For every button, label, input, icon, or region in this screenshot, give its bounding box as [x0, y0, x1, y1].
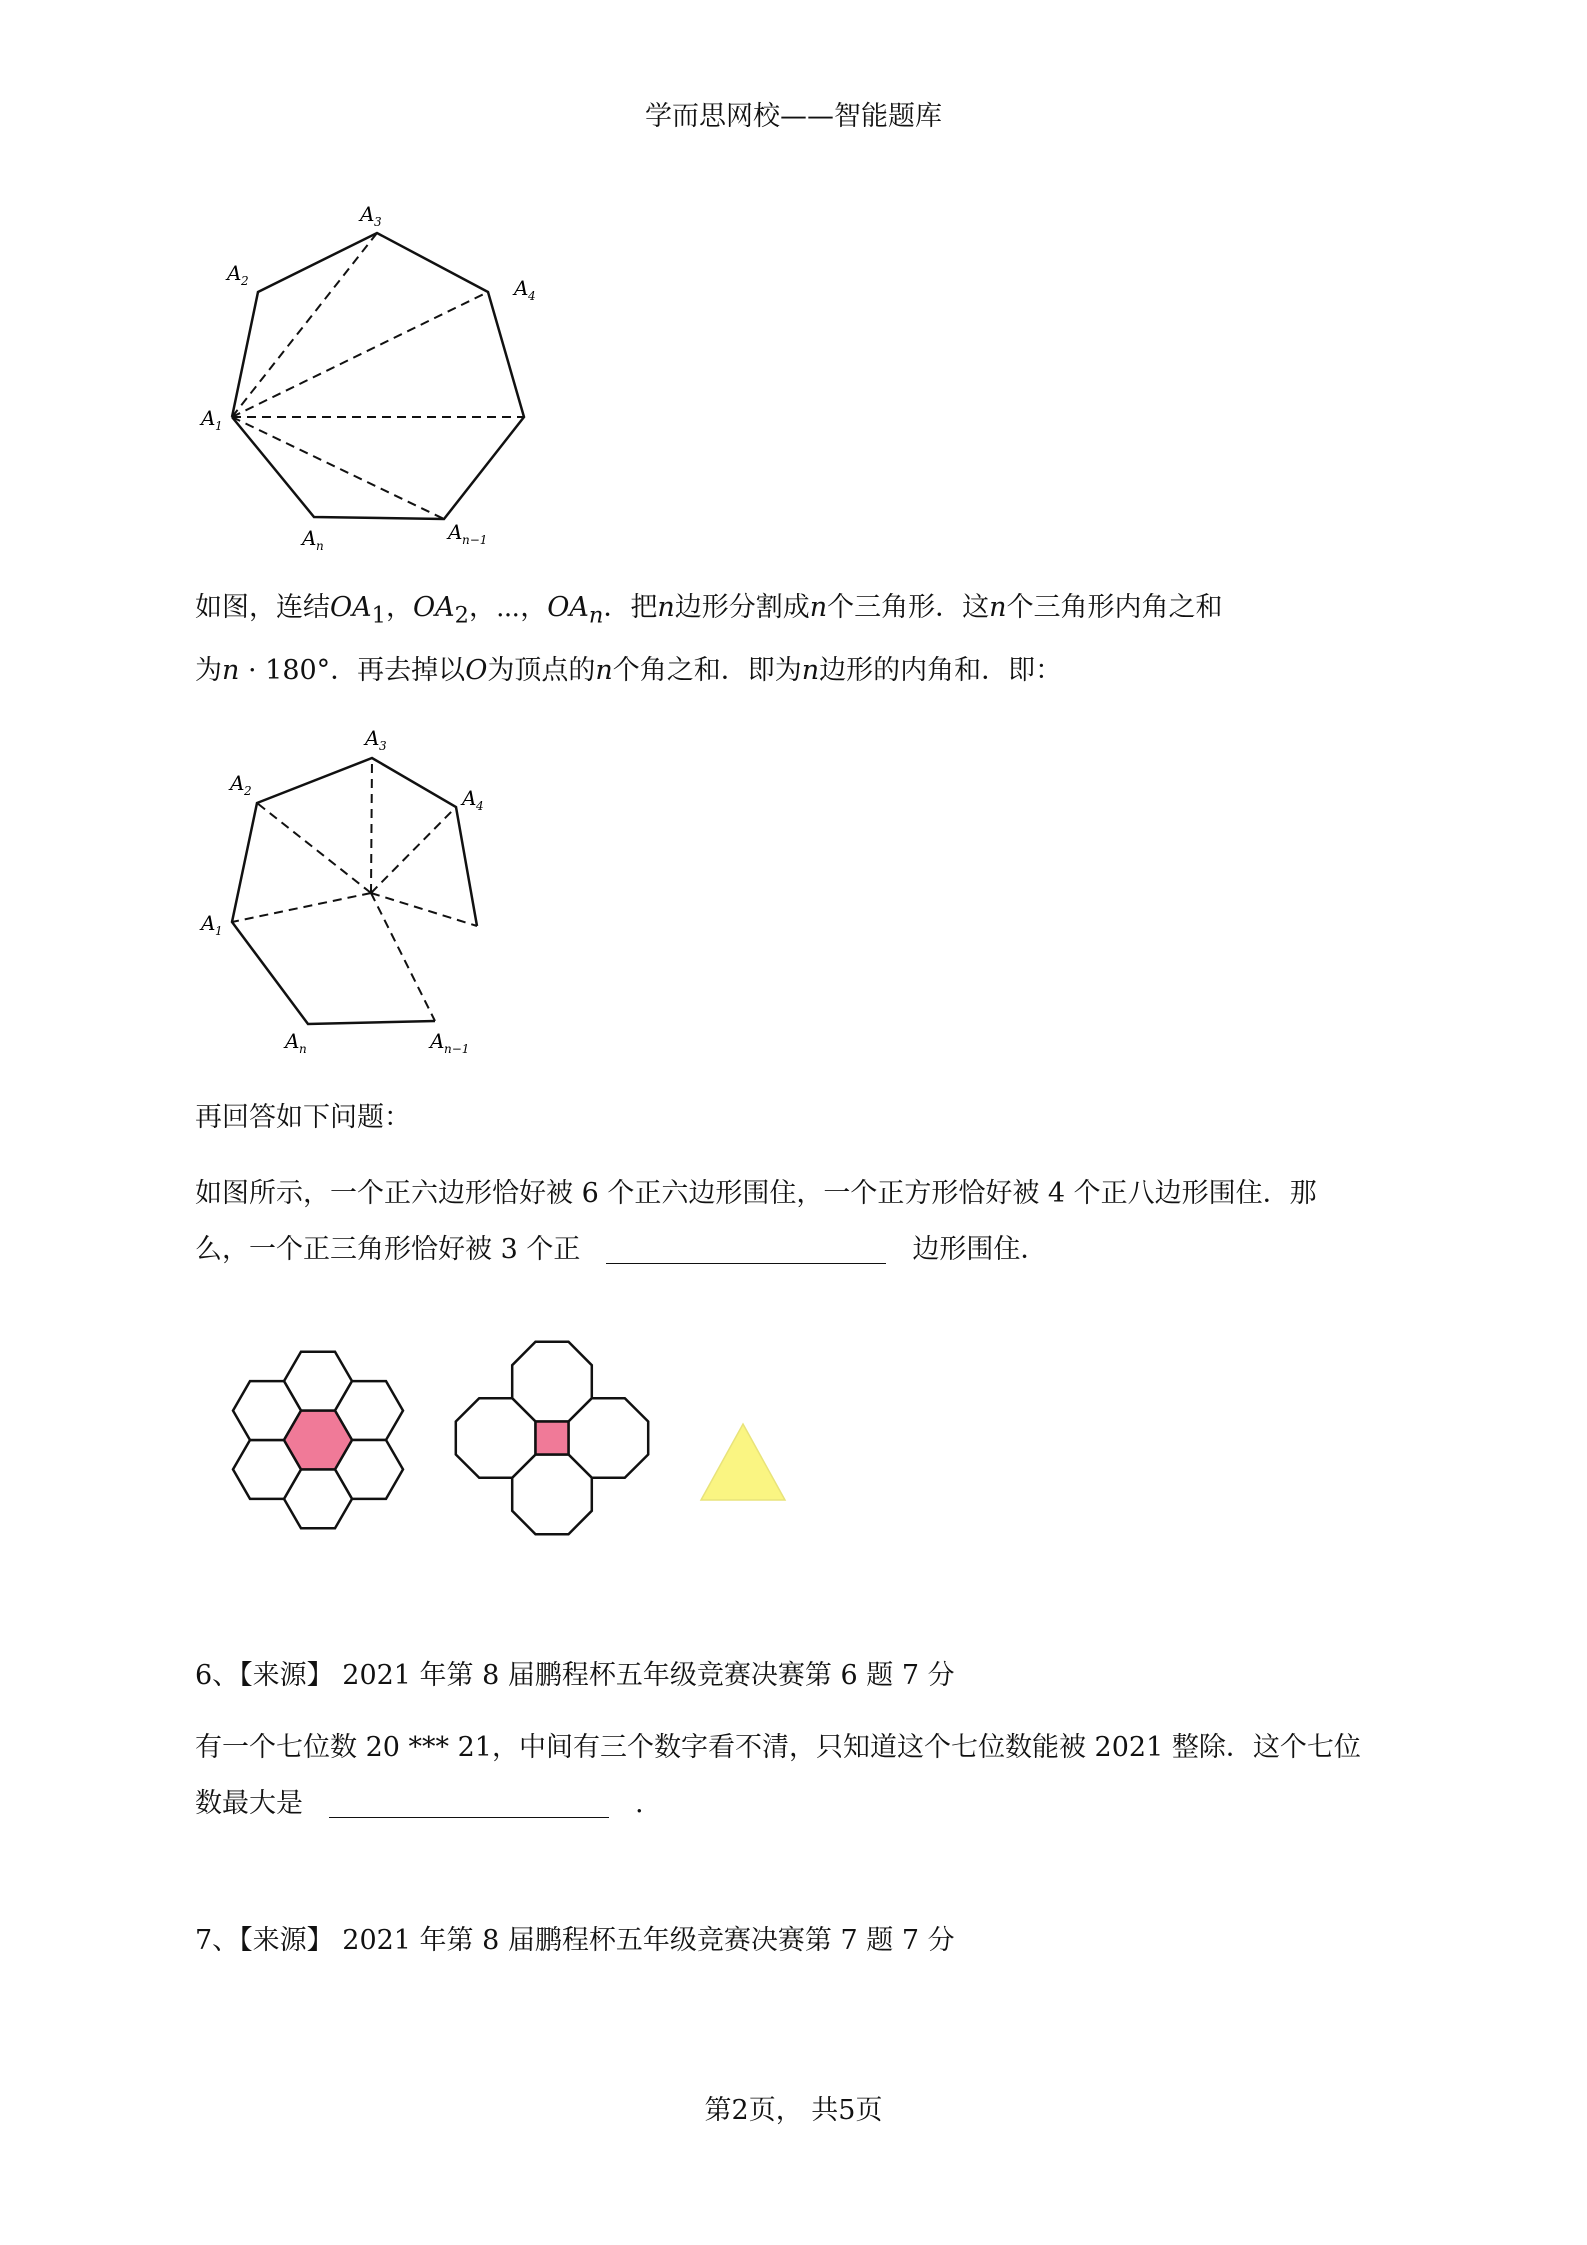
label-an1-letter: A [430, 1029, 445, 1053]
math-oa: OA [412, 592, 455, 623]
label-a1-letter: A [201, 406, 216, 430]
figure-tilings [200, 1320, 820, 1560]
q7-heading: 7、【来源】 2021 年第 8 届鹏程杯五年级竞赛决赛第 7 题 7 分 [195, 1925, 955, 1956]
explanation-paragraph [195, 580, 1425, 699]
explanation-line-1 [195, 580, 1425, 643]
q5-intro: 再回答如下问题： [195, 1102, 411, 1133]
octagon [456, 1398, 536, 1478]
q5-line-1: 如图所示，一个正六边形恰好被 6 个正六边形围住，一个正方形恰好被 4 个正八边形围住．那 [195, 1178, 1317, 1209]
segment-o-a4 [371, 807, 456, 893]
label-a4-sub: 4 [528, 289, 536, 303]
math-sub: n [588, 602, 604, 629]
math-n: n [989, 592, 1007, 623]
segment-o-an1 [371, 893, 435, 1021]
label-a1-sub: 1 [215, 419, 223, 433]
text: ，⋯， [468, 592, 548, 623]
math-180: · 180° [239, 655, 331, 687]
q6-answer-blank[interactable] [329, 1787, 609, 1818]
text: 边形分割成 [674, 592, 810, 623]
q6-heading: 6、【来源】 2021 年第 8 届鹏程杯五年级竞赛决赛第 6 题 7 分 [195, 1660, 955, 1691]
q5-answer-blank[interactable] [606, 1233, 886, 1264]
diagonal-an1 [232, 417, 444, 519]
label-an-letter: A [285, 1029, 300, 1053]
label-a2-letter: A [230, 771, 245, 795]
label-an-sub: n [316, 539, 324, 553]
segment-o-a1 [232, 893, 371, 922]
text: 个角之和．即为 [612, 655, 802, 687]
page-footer: 第2页， 共5页 [704, 2095, 883, 2126]
text: 为 [195, 655, 222, 687]
math-o: O [465, 655, 488, 687]
math-n: n [222, 655, 240, 687]
math-sub: 2 [454, 602, 469, 629]
math-oa: OA [547, 592, 589, 623]
text: 个三角形内角之和 [1006, 592, 1223, 623]
figure-polygon-center-point [190, 715, 520, 1070]
label-a4-sub: 4 [476, 799, 484, 813]
q5-line-2-text: 么，一个正三角形恰好被 3 个正 [195, 1234, 581, 1265]
q6-question [195, 1720, 1425, 1832]
label-a4-letter: A [514, 276, 529, 300]
label-a1-sub: 1 [215, 924, 223, 938]
label-a3-sub: 3 [374, 215, 382, 229]
explanation-line-2 [195, 643, 1425, 699]
q6-line-2 [195, 1776, 1425, 1832]
label-a3-sub: 3 [379, 739, 387, 753]
label-an-letter: A [302, 526, 317, 550]
label-a3-letter: A [360, 202, 375, 226]
label-a2-sub: 2 [244, 784, 252, 798]
math-n: n [801, 655, 820, 687]
q6-line-1: 有一个七位数 20 *** 21，中间有三个数字看不清，只知道这个七位数能被 2021 整除．这个七位 [195, 1732, 1361, 1763]
polygon-outline [232, 233, 524, 519]
text: 个三角形．这 [827, 592, 990, 623]
math-oa: OA [330, 592, 372, 623]
octagon-cluster [456, 1342, 648, 1534]
q5-line-2 [195, 1222, 1425, 1278]
text: ．再去掉以 [330, 655, 466, 687]
figure-polygon-diagonals [190, 195, 550, 565]
math-n: n [657, 592, 675, 623]
label-a2-sub: 2 [241, 274, 249, 288]
q5-line-2-end: 边形围住． [912, 1234, 1048, 1265]
text: 为顶点的 [487, 655, 596, 687]
q6-line-2-end: . [635, 1788, 644, 1819]
label-a3-letter: A [365, 726, 380, 750]
page-header: 学而思网校——智能题库 [645, 101, 942, 132]
text: 边形的内角和．即： [819, 655, 1063, 687]
polygon-outline-open [232, 758, 477, 1024]
diagonal-a4 [232, 292, 488, 417]
math-sub: 1 [371, 602, 386, 629]
label-a2-letter: A [227, 261, 242, 285]
diagonal-a3 [232, 233, 377, 417]
segment-o-a3 [371, 758, 372, 893]
math-n: n [809, 592, 828, 623]
text: 如图，连结 [195, 592, 330, 623]
segment-o-a2 [257, 803, 371, 893]
text: ．把 [603, 592, 658, 623]
label-a1-letter: A [201, 911, 216, 935]
math-n: n [595, 655, 613, 687]
q6-line-2-text: 数最大是 [195, 1788, 303, 1819]
label-an-sub: n [299, 1042, 307, 1056]
label-an1-letter: A [448, 520, 463, 544]
label-an1-sub: n−1 [444, 1042, 470, 1056]
q5-question [195, 1166, 1425, 1278]
label-a4-letter: A [462, 786, 477, 810]
center-square [536, 1422, 569, 1455]
hexagon-cluster [233, 1352, 403, 1529]
text: ， [385, 592, 413, 623]
segment-o-a5 [371, 893, 477, 926]
label-an1-sub: n−1 [462, 533, 488, 547]
yellow-triangle [701, 1424, 785, 1500]
